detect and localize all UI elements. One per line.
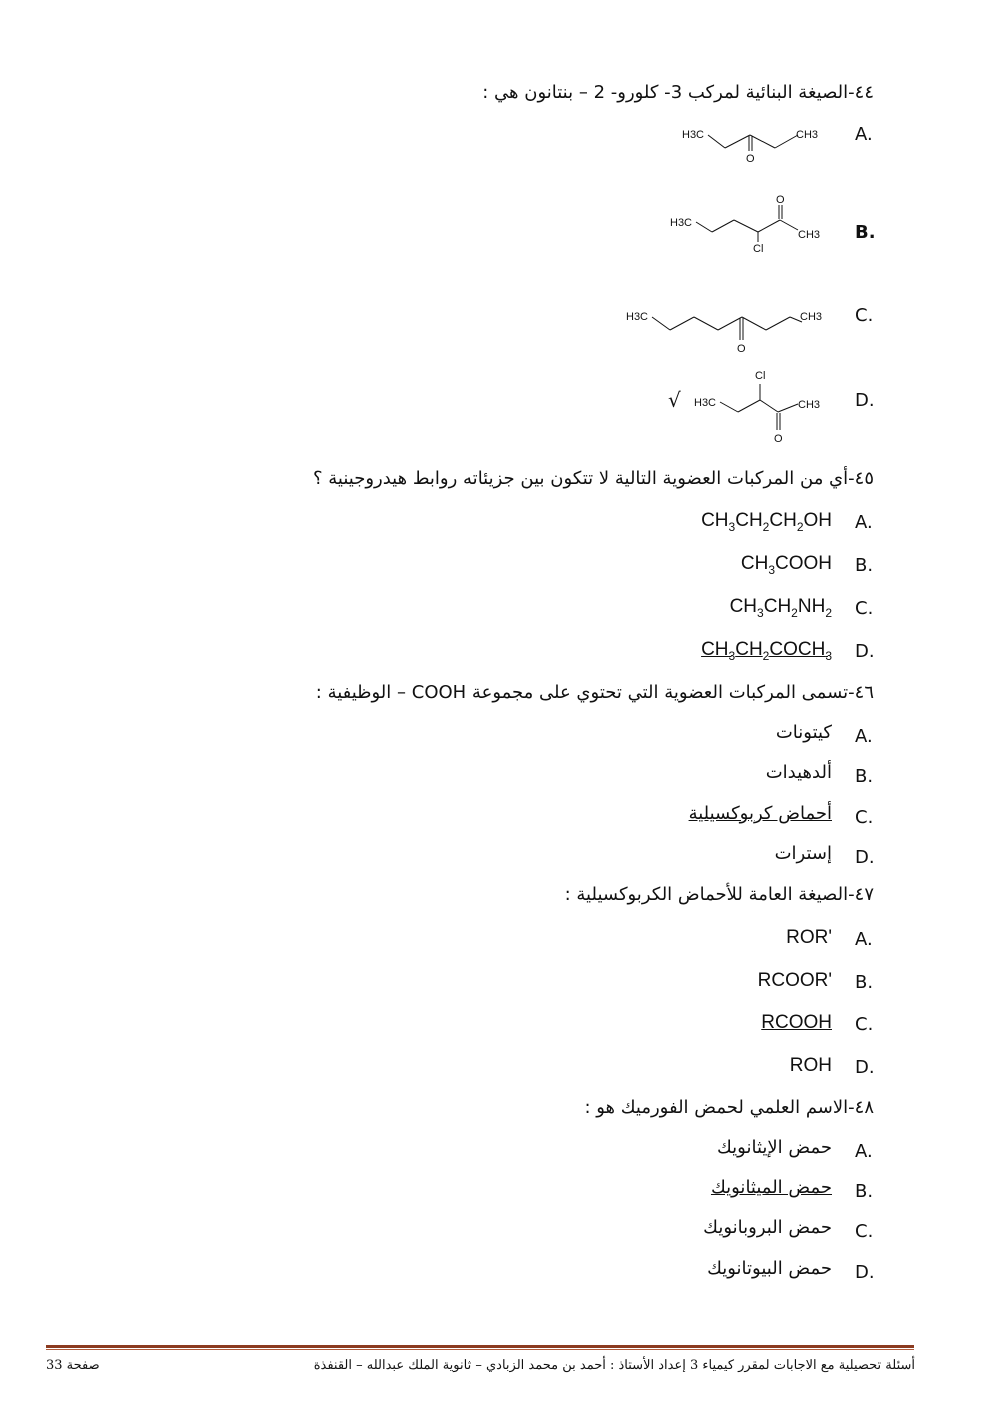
q48-option-a-letter[interactable]: A. — [855, 1141, 873, 1162]
q47-option-a[interactable]: ROR' — [786, 927, 832, 948]
q48-option-b-correct[interactable]: حمض الميثانويك — [710, 1177, 832, 1198]
mol-a-o: O — [746, 153, 755, 165]
q46-option-c-correct[interactable]: أحماض كربوكسيلية — [688, 803, 832, 824]
q44-structure-b — [668, 190, 838, 262]
q48-option-d-letter[interactable]: D. — [855, 1262, 875, 1283]
q44-structure-c — [624, 300, 834, 362]
mol-b-h3c: H3C — [670, 217, 693, 229]
q45-option-c-letter[interactable]: C. — [855, 598, 874, 619]
q47-option-a-letter[interactable]: A. — [855, 929, 873, 950]
q44-option-d-letter[interactable]: D. — [855, 390, 875, 411]
q47-option-d-letter[interactable]: D. — [855, 1057, 875, 1078]
correct-answer-check-icon: √ — [668, 388, 681, 412]
question-45: ٤٥-أي من المركبات العضوية التالية لا تتكون بين جزيئاته روابط هيدروجينية ؟ — [313, 468, 874, 489]
mol-d-h3c: H3C — [694, 397, 717, 409]
q45-option-b[interactable]: $CH_3COOH$ — [740, 553, 832, 577]
q45-option-b-letter[interactable]: B. — [855, 555, 874, 576]
mol-c-ch3: CH3 — [800, 311, 823, 323]
question-48: ٤٨-الاسم العلمي لحمض الفورميك هو : — [584, 1097, 874, 1118]
q47-option-d[interactable]: ROH — [789, 1055, 832, 1076]
question-44: ٤٤-الصيغة البنائية لمركب 3- كلورو- 2 – بنتانون هي : — [482, 82, 874, 103]
footer-credit: أسئلة تحصيلية مع الاجابات لمقرر كيمياء 3 إعداد الأستاذ : أحمد بن محمد الزبادي – ثانوية الملك عبدالله – القنفذة — [313, 1358, 915, 1373]
q45-option-c[interactable]: $CH_3CH_2NH_2$ — [729, 596, 832, 620]
mol-d-ch3: CH3 — [798, 399, 821, 411]
q46-option-c-letter[interactable]: C. — [855, 807, 874, 828]
mol-b-o: O — [776, 194, 785, 206]
footer-divider — [46, 1345, 914, 1348]
question-47: ٤٧-الصيغة العامة للأحماض الكربوكسيلية : — [564, 884, 874, 905]
mol-b-cl: Cl — [753, 243, 764, 255]
q48-option-c[interactable]: حمض البروبانويك — [703, 1217, 832, 1238]
mol-a-ch3: CH3 — [796, 129, 819, 141]
q47-option-c-letter[interactable]: C. — [855, 1014, 874, 1035]
q45-option-d-correct[interactable]: $CH_3CH_2COCH_3$ — [701, 639, 832, 663]
q44-option-b-letter[interactable]: B. — [855, 222, 876, 243]
q48-option-b-letter[interactable]: B. — [855, 1181, 874, 1202]
q47-option-b[interactable]: RCOOR' — [757, 970, 832, 991]
q44-option-a-letter[interactable]: A. — [855, 124, 873, 145]
q44-option-c-letter[interactable]: C. — [855, 305, 874, 326]
mol-d-cl: Cl — [755, 370, 766, 382]
q46-option-b-letter[interactable]: B. — [855, 766, 874, 787]
mol-b-ch3: CH3 — [798, 229, 821, 241]
q44-structure-a — [680, 118, 830, 172]
q47-option-c-correct[interactable]: RCOOH — [761, 1012, 832, 1033]
q48-option-a[interactable]: حمض الإيثانويك — [717, 1137, 832, 1158]
q44-structure-d — [692, 364, 832, 452]
q46-option-a-letter[interactable]: A. — [855, 726, 873, 747]
q47-option-b-letter[interactable]: B. — [855, 972, 874, 993]
mol-a-h3c: H3C — [682, 129, 705, 141]
page-number: صفحة 33 — [46, 1358, 100, 1373]
q48-option-c-letter[interactable]: C. — [855, 1221, 874, 1242]
footer-divider-thin — [46, 1349, 914, 1350]
q46-option-d-letter[interactable]: D. — [855, 847, 875, 868]
q45-option-d-letter[interactable]: D. — [855, 641, 875, 662]
mol-c-o: O — [737, 343, 746, 355]
q46-option-a[interactable]: كيتونات — [775, 722, 832, 743]
mol-d-o: O — [774, 433, 783, 445]
q46-option-b[interactable]: ألدهيدات — [765, 762, 832, 783]
q45-option-a-letter[interactable]: A. — [855, 512, 873, 533]
q46-option-d[interactable]: إسترات — [774, 843, 832, 864]
mol-c-h3c: H3C — [626, 311, 649, 323]
q48-option-d[interactable]: حمض البيوتانويك — [707, 1258, 832, 1279]
q45-option-a[interactable]: $CH_3CH_2CH_2OH$ — [701, 510, 832, 534]
question-46: ٤٦-تسمى المركبات العضوية التي تحتوي على مجموعة COOH – الوظيفية : — [315, 682, 874, 703]
